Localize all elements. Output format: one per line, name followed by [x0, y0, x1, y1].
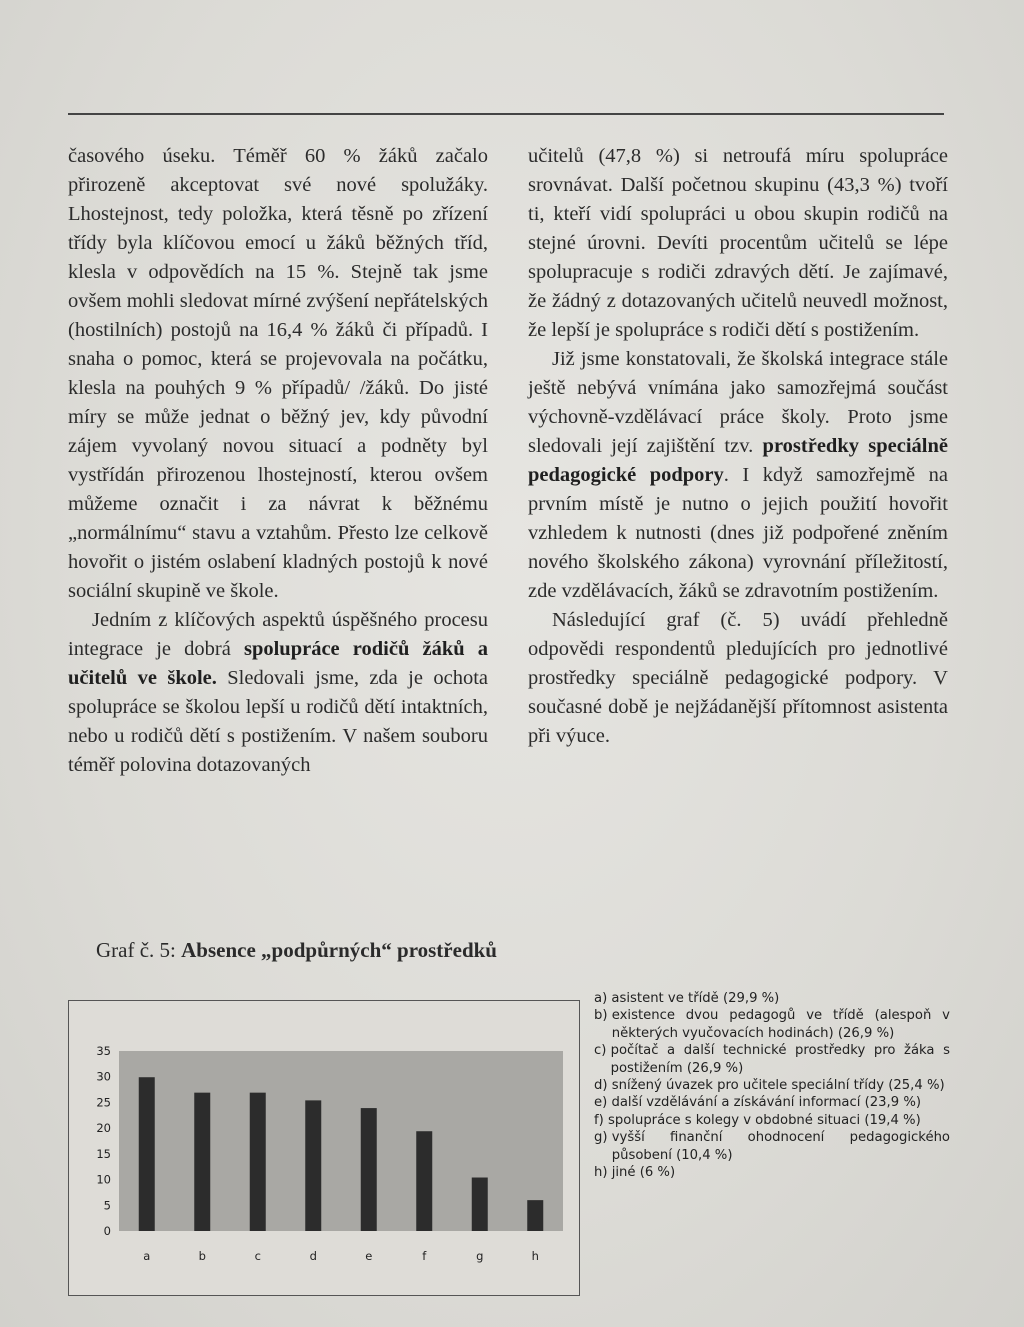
bar-chart-svg: [69, 1001, 579, 1295]
legend-text: asistent ve třídě (29,9 %): [611, 991, 780, 1006]
y-tick-label: 20: [96, 1121, 111, 1136]
y-tick-label: 25: [96, 1095, 111, 1110]
left-paragraph-2-bold: spolupráce rodičů žáků a učitelů ve škole.: [68, 638, 488, 689]
x-tick-label: b: [198, 1249, 206, 1263]
legend-key: g): [594, 1130, 612, 1146]
legend-key: e): [594, 1095, 612, 1111]
bar: [139, 1077, 155, 1231]
bar: [527, 1200, 543, 1231]
left-paragraph-2-end: Sledovali jsme, zda je ochota spolupráce se školou lepší u rodičů dětí intaktních, nebo u rodičů dětí s postižením. V našem souboru téměř polovina dotazovaných: [68, 667, 488, 776]
x-tick-label: d: [309, 1249, 317, 1263]
legend-text: jiné (6 %): [611, 1165, 676, 1181]
bar-chart: [68, 1000, 580, 1296]
right-paragraph-2-end: . I když samozřejmě na prvním místě je nutno o jejich použití hovořit vzhledem k nutnosti (dnes již podpořené zněním nového školského zákona) vyrovnání příležitostí, zde vzdělávacích, žáků se zdravotním postižením.: [528, 464, 949, 602]
bar: [250, 1093, 266, 1231]
legend-key: a): [594, 991, 612, 1006]
bar: [472, 1178, 488, 1231]
right-paragraph-2-bold: prostředky speciálně pedagogické podpory: [528, 435, 948, 486]
figure-caption: [96, 938, 497, 963]
legend-item: [594, 1164, 950, 1181]
y-tick-label: 0: [103, 1224, 111, 1238]
y-tick-label: 10: [96, 1172, 111, 1187]
x-tick-label: e: [365, 1249, 373, 1263]
legend-item: [594, 1077, 950, 1094]
bar: [305, 1100, 321, 1231]
y-tick-label: 35: [96, 1044, 111, 1058]
y-tick-label: 5: [103, 1198, 111, 1213]
x-tick-label: g: [476, 1249, 484, 1263]
plot-area: [119, 1051, 563, 1231]
bar: [416, 1131, 432, 1231]
y-tick-label: 15: [96, 1146, 111, 1161]
legend-text: vyšší finanční ohodnocení pedagogického působení (10,4 %): [611, 1130, 950, 1163]
legend-key: h): [594, 1165, 612, 1181]
x-tick-label: h: [531, 1249, 539, 1263]
right-paragraph-1: učitelů (47,8 %) si netroufá míru spolupráce srovnávat. Další početnou skupinu (43,3 %) tvoří ti, kteří vidí spolupráci u obou skupin rodičů na stejné úrovni. Devíti procentům učitelů se lépe spolupracuje s rodiči zdravých dětí. Je zajímavé, že žádný z dotazovaných učitelů neuvedl možnost, že lepší je spolupráce s rodiči dětí s postižením.: [528, 145, 948, 341]
bar: [361, 1108, 377, 1231]
legend-key: d): [594, 1078, 612, 1094]
left-column: [68, 142, 488, 780]
left-paragraph-2-start: Jedním z klíčových aspektů úspěšného procesu integrace je dobrá: [68, 609, 488, 660]
figure-caption-prefix: Graf č. 5:: [96, 938, 182, 962]
x-tick-label: a: [143, 1249, 151, 1263]
legend-text: počítač a další technické prostředky pro žáka s postižením (26,9 %): [610, 1043, 950, 1076]
legend-text: snížený úvazek pro učitele speciální třídy (25,4 %): [611, 1078, 945, 1094]
x-tick-label: c: [254, 1249, 261, 1263]
right-paragraph-2: [528, 345, 948, 606]
legend-item: [594, 1007, 950, 1042]
legend-text: spolupráce s kolegy v obdobné situaci (19,4 %): [607, 1112, 921, 1128]
bar: [194, 1093, 210, 1231]
right-paragraph-3: Následující graf (č. 5) uvádí přehledně odpovědi respondentů pledujících pro jednotlivé prostředky speciálně pedagogické podpory. V současné době je nejžádanější přítomnost asistenta při výuce.: [528, 609, 948, 747]
legend-item: [594, 990, 950, 1007]
legend-text: existence dvou pedagogů ve třídě (alespoň v některých vyučovacích hodinách) (26,9 %): [611, 1008, 950, 1041]
legend-key: b): [594, 1008, 612, 1024]
legend-item: [594, 1112, 950, 1129]
legend-item: [594, 1129, 950, 1164]
legend-text: další vzdělávání a získávání informací (23,9 %): [611, 1095, 921, 1111]
x-tick-label: f: [422, 1249, 427, 1263]
legend-key: f): [594, 1112, 608, 1128]
top-rule: [68, 113, 944, 115]
right-column: [528, 142, 948, 751]
legend-key: c): [594, 1043, 611, 1059]
y-tick-label: 30: [96, 1069, 111, 1084]
legend-item: [594, 1094, 950, 1111]
left-paragraph-2: [68, 606, 488, 780]
chart-legend: [594, 990, 950, 1181]
left-paragraph-1: časového úseku. Téměř 60 % žáků začalo přirozeně akceptovat své nové spolužáky. Lhostejnost, tedy položka, která těsně po zřízení třídy byla klíčovou emocí u žáků běžných tříd, klesla v odpovědích na 15 %. Stejně tak jsme ovšem mohli sledovat mírné zvýšení nepřátelských (hostilních) postojů na 16,4 % žáků či případů. I snaha o pomoc, která se projevovala na počátku, klesla na pouhých 9 % případů/ /žáků. Do jisté míry se může jednat o běžný jev, kdy původní zájem vyvolaný novou situací a podněty byl vystřídán přirozenou lhostejností, kterou ovšem můžeme označit i za návrat k běžnému „normálnímu“ stavu a vztahům. Přesto lze celkově hovořit o jistém oslabení kladných postojů k nové sociální skupině ve škole.: [68, 145, 488, 602]
figure-caption-title: Absence „podpůrných“ prostředků: [181, 938, 497, 962]
right-paragraph-2-start: Již jsme konstatovali, že školská integrace stále ještě nebývá vnímána jako samozřejmá součást výchovně-vzdělávací práce školy. Proto jsme sledovali její zajištění tzv.: [528, 348, 948, 457]
legend-item: [594, 1042, 950, 1077]
